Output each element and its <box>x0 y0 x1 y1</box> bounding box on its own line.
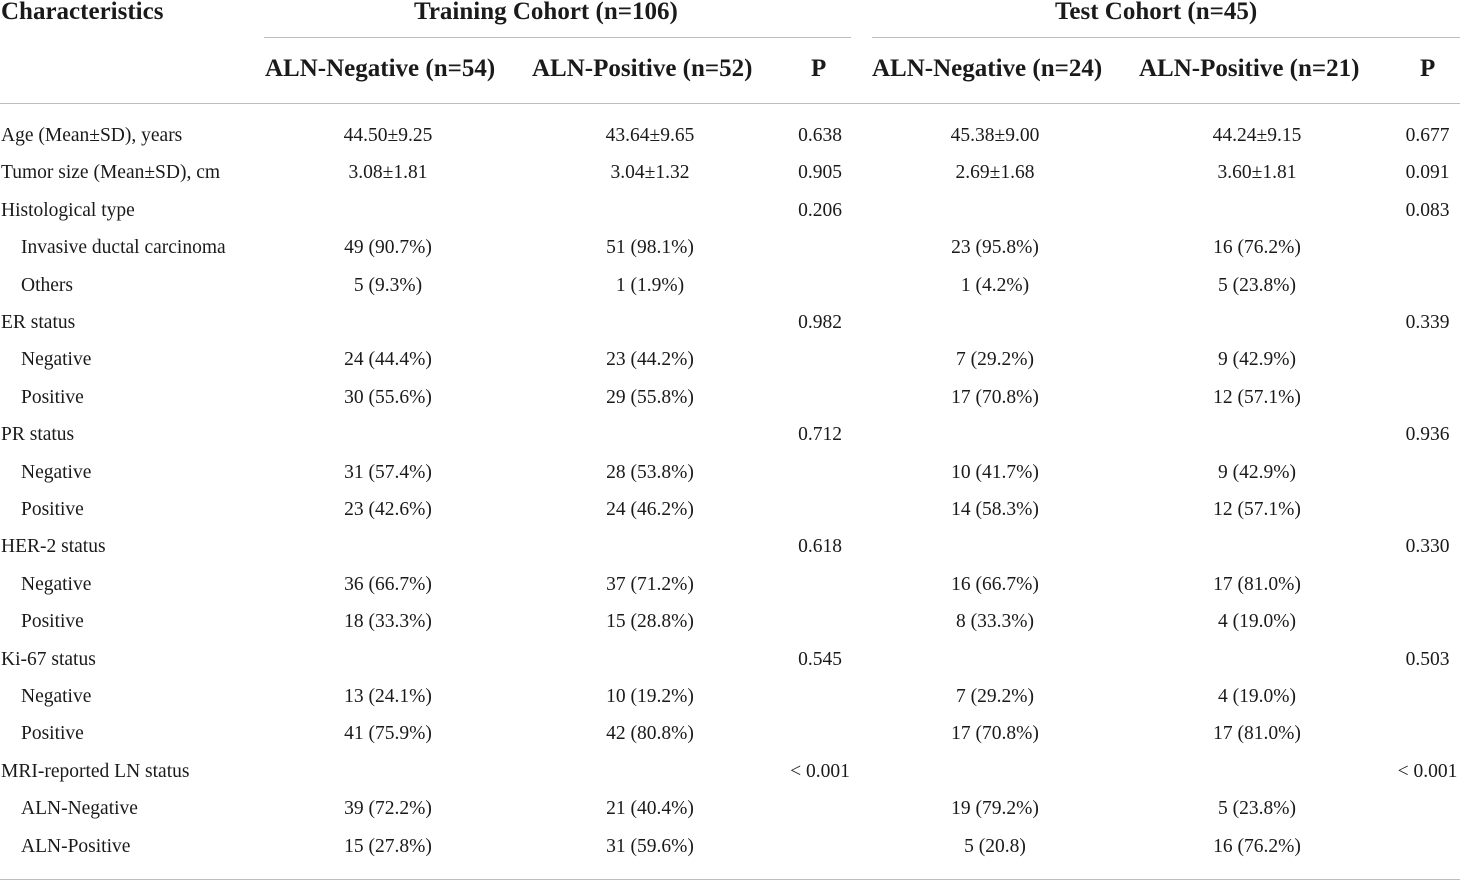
test-aln-positive-header: ALN-Positive (n=21) <box>1139 55 1360 82</box>
table-cell: 21 (40.4%) <box>606 798 694 820</box>
table-cell: 17 (70.8%) <box>951 386 1039 408</box>
table-cell: 17 (81.0%) <box>1213 573 1301 595</box>
table-cell: 2.69±1.68 <box>955 162 1035 184</box>
table-cell: 15 (27.8%) <box>344 835 432 857</box>
table-cell: 28 (53.8%) <box>606 461 694 483</box>
table-cell: 0.083 <box>1405 199 1450 221</box>
table-row <box>0 607 1460 637</box>
row-label: Negative <box>21 573 92 595</box>
table-cell: 42 (80.8%) <box>606 723 694 745</box>
row-label: ALN-Positive <box>21 835 131 857</box>
table-row <box>0 420 1460 450</box>
table-cell: 9 (42.9%) <box>1218 349 1296 371</box>
table-cell: 0.638 <box>798 125 842 146</box>
table-cell: 29 (55.8%) <box>606 386 694 408</box>
table-cell: 0.618 <box>798 536 842 558</box>
table-cell: 1 (4.2%) <box>960 274 1030 296</box>
table-cell: 0.677 <box>1405 125 1450 146</box>
row-label: MRI-reported LN status <box>1 760 190 782</box>
table-cell: 36 (66.7%) <box>344 573 432 595</box>
table-cell: 23 (44.2%) <box>606 349 694 371</box>
table-cell: 13 (24.1%) <box>344 686 432 707</box>
table-cell: 3.04±1.32 <box>610 162 690 184</box>
table-row <box>0 308 1460 338</box>
table-cell: 24 (46.2%) <box>606 499 694 520</box>
row-label: Negative <box>21 349 92 371</box>
row-label: Histological type <box>1 199 135 221</box>
row-label: Others <box>21 274 73 296</box>
table-cell: 4 (19.0%) <box>1218 686 1296 707</box>
table-cell: 37 (71.2%) <box>606 573 694 595</box>
table-cell: 0.339 <box>1405 312 1450 333</box>
row-label: HER-2 status <box>1 536 106 558</box>
table-cell: 7 (29.2%) <box>956 349 1034 371</box>
table-row <box>0 495 1460 525</box>
table-row <box>0 158 1460 188</box>
table-cell: 16 (76.2%) <box>1213 835 1301 857</box>
table-cell: 31 (59.6%) <box>606 835 694 857</box>
table-cell: 0.206 <box>798 199 842 221</box>
training-aln-negative-header: ALN-Negative (n=54) <box>265 55 496 82</box>
table-row <box>0 233 1460 263</box>
table-cell: < 0.001 <box>1397 760 1458 782</box>
table-cell: 44.50±9.25 <box>343 125 433 146</box>
row-label: Ki-67 status <box>1 648 96 670</box>
table-cell: 0.091 <box>1405 162 1450 184</box>
table-row <box>0 196 1460 226</box>
row-label: Positive <box>21 499 84 520</box>
table-row <box>0 383 1460 413</box>
test-cohort-underline <box>872 37 1460 38</box>
table-cell: 0.545 <box>798 648 842 670</box>
training-cohort-header: Training Cohort (n=106) <box>414 0 678 25</box>
table-cell: 14 (58.3%) <box>951 499 1039 520</box>
test-p-header: P <box>1420 55 1436 82</box>
table-cell: 4 (19.0%) <box>1218 611 1296 633</box>
table-row <box>0 832 1460 862</box>
table-cell: 0.330 <box>1405 536 1450 558</box>
table-cell: 23 (95.8%) <box>951 237 1039 259</box>
table-cell: 41 (75.9%) <box>344 723 432 745</box>
table-cell: 30 (55.6%) <box>344 386 432 408</box>
row-label: Positive <box>21 386 84 408</box>
table-cell: 8 (33.3%) <box>956 611 1034 633</box>
table-row <box>0 682 1460 712</box>
table-cell: 17 (81.0%) <box>1213 723 1301 745</box>
table-cell: 31 (57.4%) <box>344 461 432 483</box>
table-cell: 3.08±1.81 <box>348 162 428 184</box>
table-cell: 5 (23.8%) <box>1218 274 1296 296</box>
table-cell: 0.905 <box>798 162 842 184</box>
row-label: Negative <box>21 686 92 707</box>
table-cell: 24 (44.4%) <box>344 349 432 371</box>
test-cohort-header: Test Cohort (n=45) <box>1055 0 1258 25</box>
table-cell: 49 (90.7%) <box>344 237 432 259</box>
table-cell: < 0.001 <box>790 760 850 782</box>
table-cell: 0.503 <box>1405 648 1450 670</box>
table-row <box>0 345 1460 375</box>
table-row <box>0 271 1460 301</box>
table-row <box>0 757 1460 787</box>
table-row <box>0 458 1460 488</box>
table-cell: 5 (9.3%) <box>353 274 423 296</box>
training-cohort-underline <box>264 37 851 38</box>
table-cell: 1 (1.9%) <box>615 274 685 296</box>
table-cell: 16 (66.7%) <box>951 573 1039 595</box>
table-cell: 12 (57.1%) <box>1213 499 1301 520</box>
table-cell: 12 (57.1%) <box>1213 386 1301 408</box>
table-cell: 0.936 <box>1405 424 1450 446</box>
table-cell: 10 (19.2%) <box>606 686 694 707</box>
table-row <box>0 121 1460 151</box>
table-row <box>0 532 1460 562</box>
table-row <box>0 570 1460 600</box>
table-cell: 51 (98.1%) <box>606 237 694 259</box>
characteristics-header: Characteristics <box>1 0 164 25</box>
table-cell: 10 (41.7%) <box>951 461 1039 483</box>
table-row <box>0 794 1460 824</box>
table-row <box>0 719 1460 749</box>
table-cell: 3.60±1.81 <box>1217 162 1297 184</box>
table-cell: 15 (28.8%) <box>606 611 694 633</box>
table-cell: 5 (23.8%) <box>1218 798 1296 820</box>
training-aln-positive-header: ALN-Positive (n=52) <box>532 55 753 82</box>
table-cell: 23 (42.6%) <box>344 499 432 520</box>
table-cell: 19 (79.2%) <box>951 798 1039 820</box>
table-cell: 0.712 <box>798 424 842 446</box>
table-cell: 18 (33.3%) <box>344 611 432 633</box>
table-cell: 43.64±9.65 <box>605 125 695 146</box>
table-bottom-rule <box>0 879 1460 880</box>
table-cell: 5 (20.8) <box>964 835 1026 857</box>
table-cell: 39 (72.2%) <box>344 798 432 820</box>
table-row <box>0 645 1460 675</box>
table-cell: 45.38±9.00 <box>950 125 1040 146</box>
row-label: ALN-Negative <box>21 798 138 820</box>
row-label: Positive <box>21 723 84 745</box>
table-cell: 0.982 <box>798 312 842 333</box>
row-label: PR status <box>1 424 75 446</box>
test-aln-negative-header: ALN-Negative (n=24) <box>872 55 1103 82</box>
row-label: Positive <box>21 611 84 633</box>
table-cell: 16 (76.2%) <box>1213 237 1301 259</box>
table-cell: 17 (70.8%) <box>951 723 1039 745</box>
row-label: Age (Mean±SD), years <box>1 125 183 146</box>
table-cell: 9 (42.9%) <box>1218 461 1296 483</box>
row-label: ER status <box>1 312 76 333</box>
row-label: Negative <box>21 461 92 483</box>
training-p-header: P <box>811 55 827 82</box>
row-label: Invasive ductal carcinoma <box>21 237 226 259</box>
table-cell: 44.24±9.15 <box>1212 125 1302 146</box>
row-label: Tumor size (Mean±SD), cm <box>1 162 221 184</box>
header-bottom-rule <box>0 103 1460 104</box>
table-cell: 7 (29.2%) <box>956 686 1034 707</box>
